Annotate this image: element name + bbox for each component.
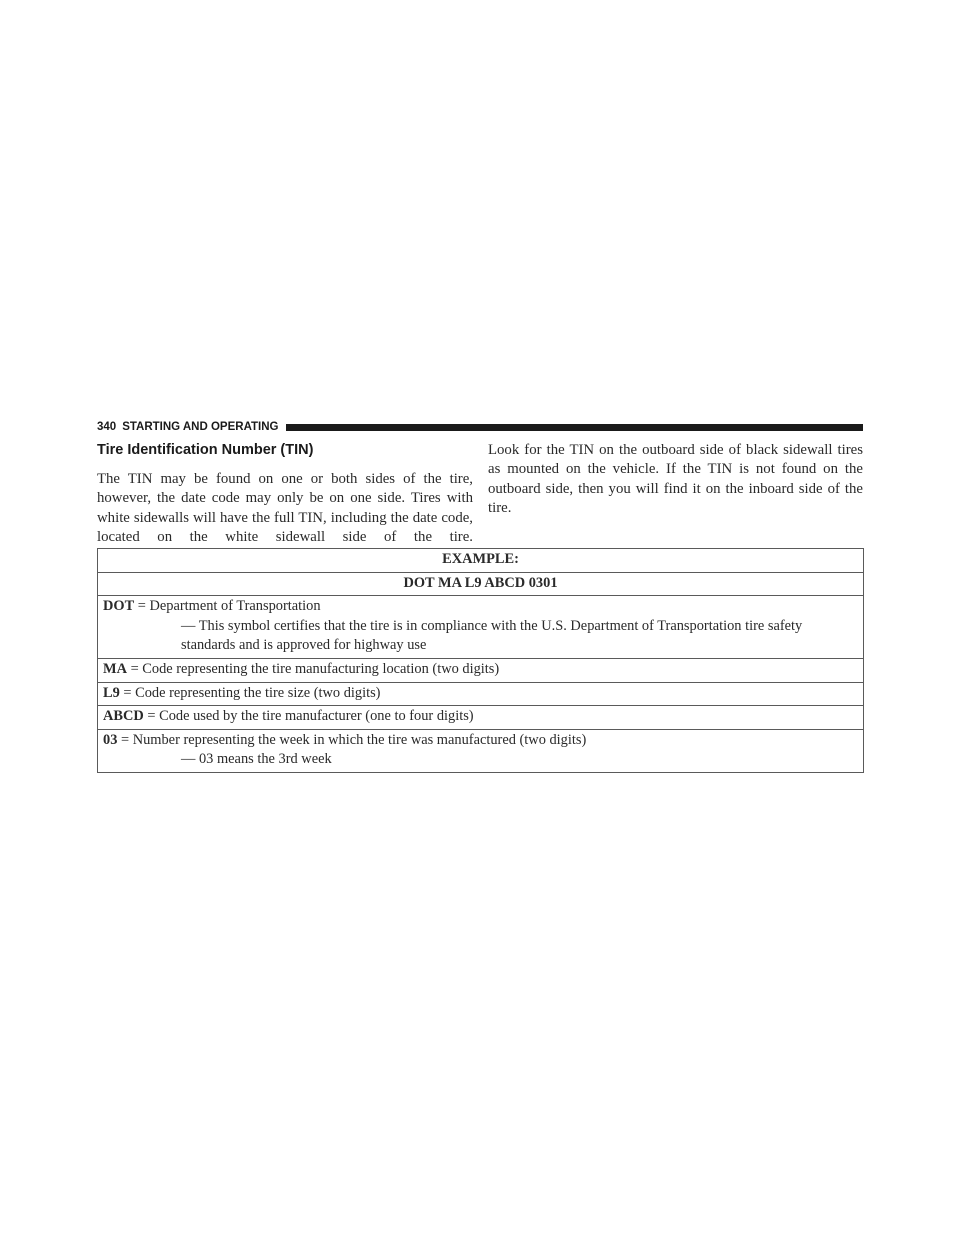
- row-description: = Number representing the week in which the tire was manufactured (two digits): [117, 731, 587, 748]
- row-definition: [103, 731, 858, 751]
- section-heading: Tire Identification Number (TIN): [97, 442, 314, 458]
- row-code: L9: [103, 684, 120, 701]
- page-number: 340: [97, 421, 117, 433]
- table-title: EXAMPLE:: [98, 549, 864, 573]
- table-cell: [98, 596, 864, 659]
- row-code: 03: [103, 731, 118, 748]
- table-cell: [98, 658, 864, 682]
- row-note: — 03 means the 3rd week: [181, 751, 332, 768]
- table-row: [98, 658, 864, 682]
- page-header: [97, 422, 863, 433]
- table-row: [98, 682, 864, 706]
- row-definition: [103, 597, 858, 617]
- row-description: = Code representing the tire manufacturing location (two digits): [126, 660, 500, 677]
- row-code: ABCD: [103, 708, 144, 725]
- header-rule: [286, 424, 864, 431]
- row-description: = Code representing the tire size (two digits): [119, 684, 381, 701]
- table-row: [98, 729, 864, 772]
- row-description: = Department of Transportation: [134, 598, 321, 615]
- table-row: [98, 706, 864, 730]
- table-cell: [98, 682, 864, 706]
- table-cell: [98, 729, 864, 772]
- example-code: DOT MA L9 ABCD 0301: [98, 572, 864, 596]
- row-note: — This symbol certifies that the tire is in compliance with the U.S. Department of Transportation tire safety standards and is approved for highway use: [181, 617, 803, 654]
- row-code: MA: [103, 660, 127, 677]
- example-code-row: [98, 572, 864, 596]
- table-cell: [98, 706, 864, 730]
- paragraph-left: The TIN may be found on one or both sides of the tire, however, the date code may only be on one side. Tires with white sidewalls will have the full TIN, including the date code, located on the white sidewall side of the tire.: [97, 471, 473, 546]
- row-code: DOT: [103, 598, 135, 615]
- table-row: [98, 596, 864, 659]
- tin-example-table: [97, 548, 864, 773]
- section-title: STARTING AND OPERATING: [122, 421, 279, 433]
- paragraph-right: Look for the TIN on the outboard side of black sidewall tires as mounted on the vehicle. If the TIN is not found on the outboard side, then you will find it on the inboard side of the tire.: [488, 442, 863, 517]
- table-title-row: [98, 549, 864, 573]
- row-description: = Code used by the tire manufacturer (one to four digits): [143, 708, 474, 725]
